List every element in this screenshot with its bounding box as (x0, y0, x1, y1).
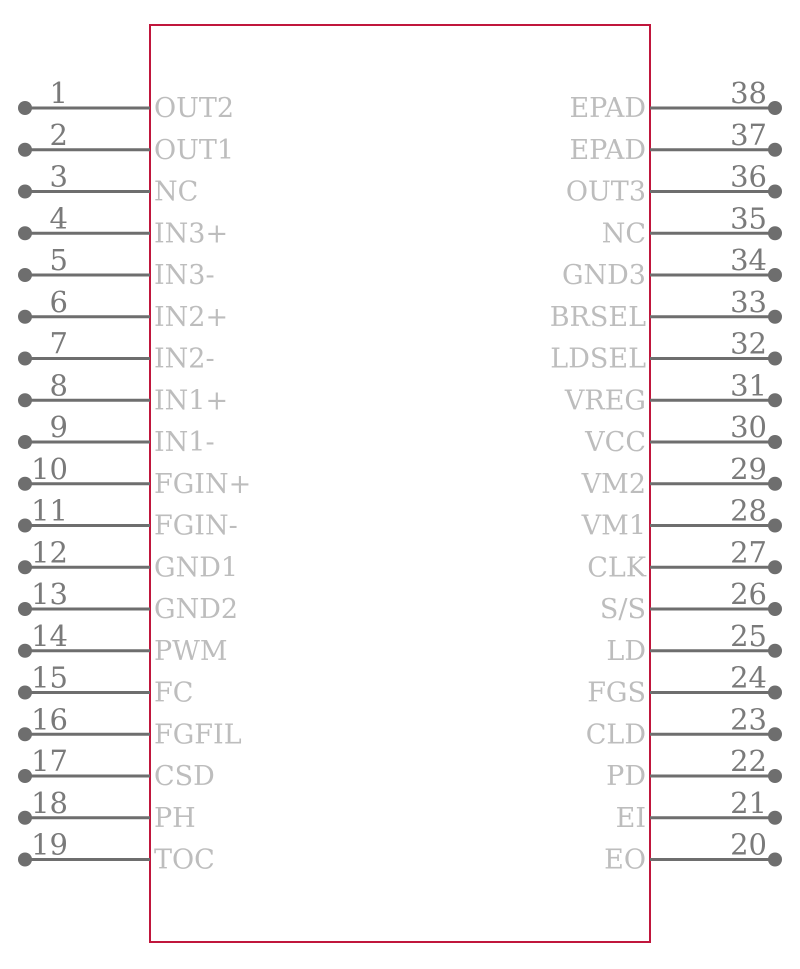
pin-number: 10 (31, 451, 68, 486)
pin-number: 32 (730, 326, 767, 361)
pin-name: LD (606, 635, 646, 667)
pin-name: CLD (585, 719, 646, 751)
pin-number: 29 (730, 451, 767, 486)
pin-name: EPAD (569, 134, 646, 166)
pin-terminal-dot (768, 602, 782, 616)
pin-terminal-dot (768, 101, 782, 115)
pin-number: 7 (49, 326, 68, 361)
pin-terminal-dot (18, 727, 32, 741)
pin-number: 5 (49, 243, 68, 277)
pin-name: VM1 (581, 510, 646, 542)
pin-number: 14 (31, 618, 68, 653)
pin-20 (604, 828, 782, 876)
pin-terminal-dot (768, 352, 782, 366)
pin-number: 12 (31, 535, 68, 570)
pin-terminal-dot (18, 185, 32, 199)
pin-name: LDSEL (550, 343, 646, 375)
pin-name: VREG (564, 385, 646, 417)
pin-terminal-dot (768, 268, 782, 282)
pin-number: 38 (730, 76, 767, 110)
pin-terminal-dot (768, 226, 782, 240)
pin-terminal-dot (18, 811, 32, 825)
pin-name: S/S (599, 594, 646, 625)
pin-name: EO (604, 844, 646, 876)
pin-terminal-dot (768, 393, 782, 407)
pin-number: 1 (49, 76, 68, 110)
pin-terminal-dot (768, 686, 782, 700)
pin-terminal-dot (18, 101, 32, 115)
pin-name: GND3 (561, 260, 646, 291)
pin-name: IN1- (154, 427, 215, 458)
pin-number: 31 (730, 368, 767, 403)
pin-terminal-dot (18, 393, 32, 407)
pin-number: 28 (730, 493, 767, 528)
pin-terminal-dot (18, 435, 32, 449)
pin-number: 37 (730, 117, 767, 152)
pin-number: 2 (49, 117, 68, 152)
pin-name: NC (154, 176, 199, 208)
pin-terminal-dot (18, 477, 32, 491)
pin-number: 9 (49, 410, 68, 444)
pin-terminal-dot (768, 477, 782, 491)
pin-terminal-dot (768, 644, 782, 658)
pin-terminal-dot (768, 853, 782, 867)
pin-terminal-dot (18, 268, 32, 282)
right-pin-group (550, 76, 782, 876)
pin-number: 16 (31, 702, 68, 737)
pin-3 (18, 160, 198, 208)
pin-name: VM2 (581, 468, 646, 500)
pin-terminal-dot (18, 310, 32, 324)
pin-number: 3 (49, 159, 68, 194)
pin-19 (18, 828, 215, 876)
pin-name: PD (606, 761, 646, 792)
pin-number: 26 (730, 577, 767, 611)
pin-5 (18, 243, 215, 291)
pin-number: 11 (31, 493, 68, 528)
pin-name: OUT1 (154, 134, 235, 166)
pin-name: IN2+ (154, 301, 229, 333)
pin-terminal-dot (18, 602, 32, 616)
pin-terminal-dot (18, 560, 32, 574)
pin-name: PH (154, 802, 196, 834)
pin-number: 19 (31, 827, 68, 862)
pin-number: 13 (31, 577, 68, 611)
pin-number: 22 (730, 744, 767, 778)
pin-number: 25 (730, 618, 767, 653)
pin-name: EPAD (569, 93, 646, 124)
pin-number: 36 (730, 159, 767, 194)
pin-number: 34 (730, 243, 767, 277)
pin-number: 30 (730, 410, 767, 444)
pin-name: IN3- (154, 260, 215, 291)
pin-name: FGIN+ (154, 468, 252, 500)
pin-number: 21 (730, 785, 767, 820)
pin-name: BRSEL (549, 301, 646, 333)
pin-name: OUT3 (565, 176, 646, 208)
pin-terminal-dot (18, 226, 32, 240)
pin-name: FGIN- (154, 510, 238, 542)
pin-terminal-dot (18, 853, 32, 867)
pin-terminal-dot (768, 185, 782, 199)
pin-terminal-dot (18, 143, 32, 157)
pin-name: VCC (585, 427, 646, 458)
pin-name: GND1 (154, 552, 239, 584)
pin-name: FC (154, 677, 194, 709)
pin-number: 15 (31, 660, 68, 695)
pin-terminal-dot (768, 519, 782, 533)
pin-number: 6 (49, 284, 68, 319)
left-pin-group (18, 76, 251, 876)
pin-number: 35 (730, 201, 767, 236)
pin-terminal-dot (18, 519, 32, 533)
pin-terminal-dot (768, 811, 782, 825)
pin-number: 33 (730, 284, 767, 319)
pin-name: EI (615, 802, 646, 834)
pin-name: CLK (587, 552, 646, 584)
pin-name: TOC (154, 844, 215, 876)
pin-terminal-dot (768, 727, 782, 741)
pin-number: 8 (49, 368, 68, 403)
pin-terminal-dot (768, 143, 782, 157)
pin-7 (18, 327, 215, 375)
pin-terminal-dot (768, 435, 782, 449)
pin-number: 4 (49, 201, 68, 236)
pin-number: 20 (730, 827, 767, 862)
pin-name: NC (601, 218, 646, 250)
pin-number: 18 (31, 785, 68, 820)
pin-terminal-dot (768, 769, 782, 783)
pin-name: PWM (154, 635, 228, 667)
pin-terminal-dot (768, 310, 782, 324)
pin-number: 27 (730, 535, 767, 570)
pin-name: IN3+ (154, 218, 229, 250)
pin-terminal-dot (18, 686, 32, 700)
pin-name: GND2 (154, 594, 239, 625)
pin-name: FGS (587, 677, 646, 709)
pin-name: IN2- (154, 343, 215, 375)
pin-name: OUT2 (154, 93, 235, 124)
pin-terminal-dot (768, 560, 782, 574)
pin-number: 17 (31, 744, 68, 778)
pin-name: CSD (154, 761, 215, 792)
pin-name: IN1+ (154, 385, 229, 417)
pin-number: 23 (730, 702, 767, 737)
pin-name: FGFIL (154, 719, 242, 751)
pin-terminal-dot (18, 769, 32, 783)
pin-number: 24 (730, 660, 767, 695)
pin-terminal-dot (18, 352, 32, 366)
pin-terminal-dot (18, 644, 32, 658)
